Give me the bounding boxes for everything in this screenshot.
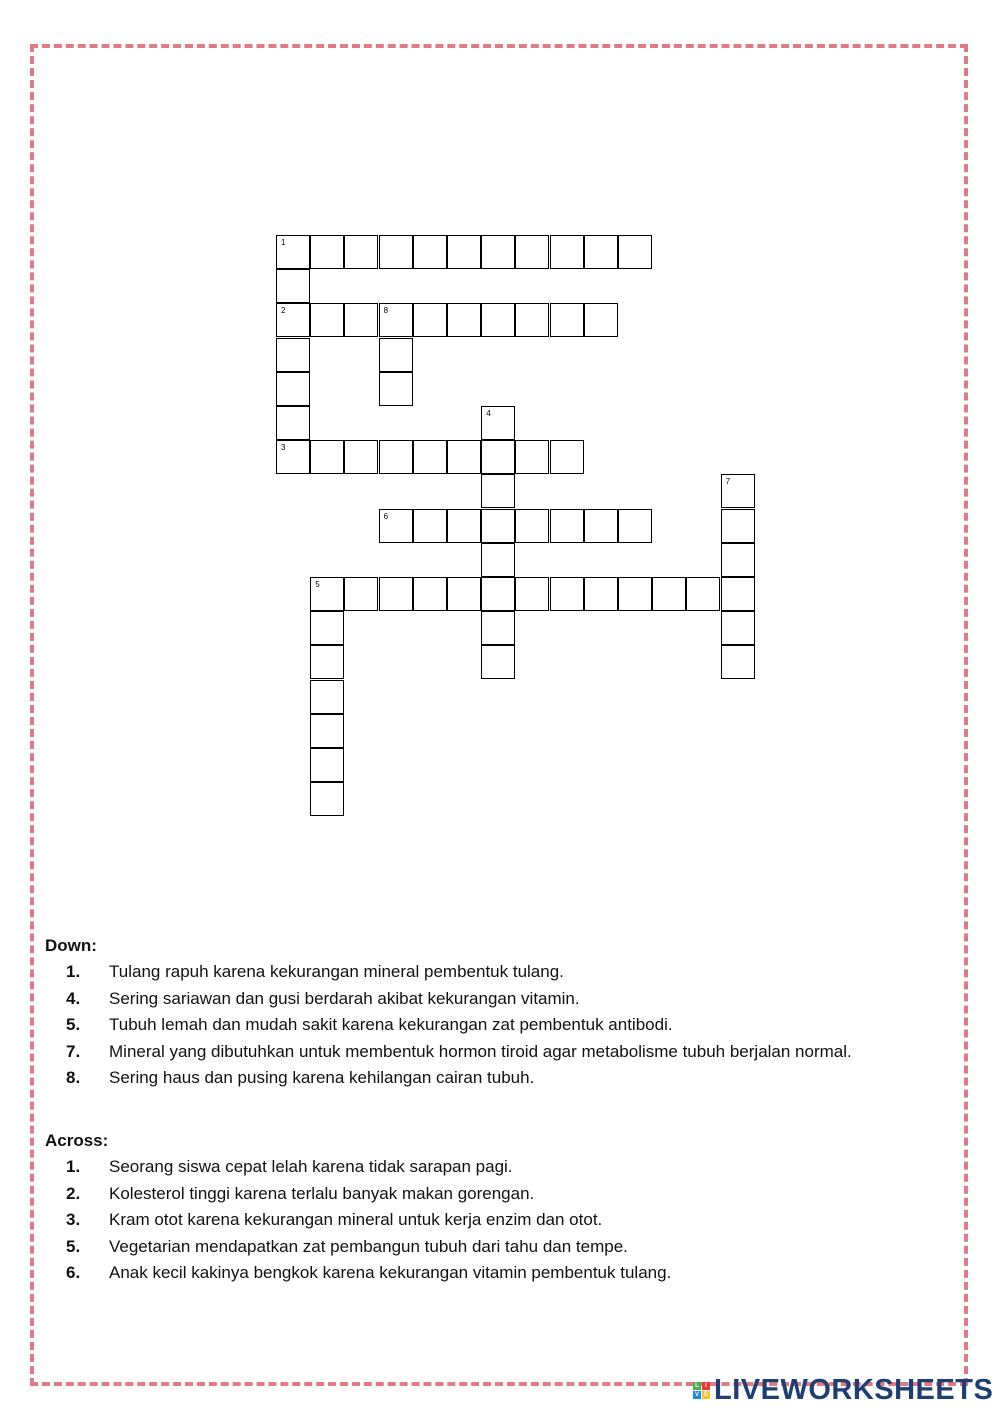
crossword-letter-input[interactable] — [383, 584, 409, 608]
crossword-cell[interactable] — [481, 509, 515, 543]
clue-number: 8 — [383, 306, 389, 316]
crossword-letter-input[interactable] — [383, 447, 409, 471]
crossword-cell[interactable] — [276, 440, 310, 474]
clue-number: 7 — [725, 477, 731, 487]
across-clue: 2. Kolesterol tinggi karena terlalu banyak makan gorengan. — [66, 1183, 535, 1203]
crossword-letter-input[interactable] — [485, 584, 511, 608]
crossword-letter-input[interactable] — [519, 447, 545, 471]
crossword-cell[interactable] — [276, 235, 310, 269]
crossword-letter-input[interactable] — [280, 310, 306, 334]
crossword-cell[interactable] — [481, 474, 515, 508]
crossword-cell[interactable] — [481, 645, 515, 679]
crossword-cell[interactable] — [584, 235, 618, 269]
crossword-letter-input[interactable] — [725, 618, 751, 642]
crossword-letter-input[interactable] — [725, 652, 751, 676]
crossword-cell[interactable] — [481, 303, 515, 337]
down-clue: 7. Mineral yang dibutuhkan untuk membentuk hormon tiroid agar metabolisme tubuh berjalan normal. — [66, 1041, 852, 1061]
crossword-letter-input[interactable] — [519, 242, 545, 266]
logo-icon-square: L — [693, 1382, 701, 1390]
crossword-letter-input[interactable] — [451, 516, 477, 540]
crossword-cell[interactable] — [618, 235, 652, 269]
crossword-letter-input[interactable] — [485, 310, 511, 334]
crossword-letter-input[interactable] — [451, 242, 477, 266]
crossword-cell[interactable] — [481, 611, 515, 645]
crossword-cell[interactable] — [344, 577, 378, 611]
crossword-letter-input[interactable] — [417, 447, 443, 471]
crossword-letter-input[interactable] — [485, 242, 511, 266]
crossword-letter-input[interactable] — [383, 242, 409, 266]
crossword-cell[interactable] — [276, 372, 310, 406]
crossword-letter-input[interactable] — [588, 242, 614, 266]
liveworksheets-icon — [693, 1382, 710, 1399]
crossword-letter-input[interactable] — [622, 516, 648, 540]
crossword-letter-input[interactable] — [485, 652, 511, 676]
crossword-cell[interactable] — [447, 577, 481, 611]
crossword-cell[interactable] — [481, 406, 515, 440]
crossword-letter-input[interactable] — [485, 447, 511, 471]
down-clue: 1. Tulang rapuh karena kekurangan mineral pembentuk tulang. — [66, 962, 564, 981]
crossword-letter-input[interactable] — [314, 584, 340, 608]
crossword-cell[interactable] — [447, 235, 481, 269]
crossword-cell[interactable] — [447, 440, 481, 474]
crossword-letter-input[interactable] — [622, 584, 648, 608]
clue-number: 2 — [281, 306, 286, 316]
crossword-letter-input[interactable] — [485, 516, 511, 540]
crossword-cell[interactable] — [310, 714, 344, 748]
crossword-letter-input[interactable] — [725, 481, 751, 505]
crossword-cell[interactable] — [686, 577, 720, 611]
crossword-cell[interactable] — [550, 577, 584, 611]
crossword-cell[interactable] — [344, 235, 378, 269]
crossword-cell[interactable] — [721, 509, 755, 543]
crossword-letter-input[interactable] — [588, 584, 614, 608]
crossword-cell[interactable] — [310, 782, 344, 816]
crossword-cell[interactable] — [515, 303, 549, 337]
crossword-cell[interactable] — [276, 406, 310, 440]
logo-icon-square: E — [703, 1391, 708, 1398]
crossword-cell[interactable] — [310, 235, 344, 269]
crossword-letter-input[interactable] — [485, 481, 511, 505]
crossword-letter-input[interactable] — [314, 789, 340, 813]
across-clue: 3. Kram otot karena kekurangan mineral untuk kerja enzim dan otot. — [66, 1210, 603, 1230]
logo-icon-square: I — [702, 1382, 710, 1390]
crossword-letter-input[interactable] — [725, 584, 751, 608]
crossword-cell[interactable] — [515, 509, 549, 543]
crossword-letter-input[interactable] — [554, 516, 580, 540]
crossword-letter-input[interactable] — [588, 310, 614, 334]
crossword-letter-input[interactable] — [314, 755, 340, 779]
crossword-cell[interactable] — [481, 543, 515, 577]
crossword-cell[interactable] — [413, 440, 447, 474]
crossword-cell[interactable] — [721, 611, 755, 645]
crossword-cell[interactable] — [721, 645, 755, 679]
crossword-cell[interactable] — [276, 303, 310, 337]
crossword-cell[interactable] — [310, 748, 344, 782]
crossword-cell[interactable] — [550, 303, 584, 337]
crossword-letter-input[interactable] — [348, 310, 374, 334]
clue-number: 4 — [486, 409, 491, 418]
crossword-letter-input[interactable] — [314, 242, 340, 266]
crossword-letter-input[interactable] — [417, 242, 443, 266]
clue-number: 1 — [281, 238, 286, 247]
crossword-letter-input[interactable] — [348, 242, 374, 266]
crossword-letter-input[interactable] — [314, 687, 340, 711]
crossword-letter-input[interactable] — [280, 276, 306, 300]
crossword-letter-input[interactable] — [725, 516, 751, 540]
crossword-letter-input[interactable] — [383, 516, 409, 540]
across-clue: 1. Seorang siswa cepat lelah karena tidak sarapan pagi. — [66, 1157, 513, 1176]
crossword-letter-input[interactable] — [383, 379, 409, 403]
crossword-letter-input[interactable] — [280, 242, 306, 266]
crossword-cell[interactable] — [550, 235, 584, 269]
crossword-letter-input[interactable] — [725, 550, 751, 574]
crossword-cell[interactable] — [379, 440, 413, 474]
crossword-letter-input[interactable] — [314, 310, 340, 334]
clue-number: 5 — [315, 580, 320, 589]
crossword-letter-input[interactable] — [451, 447, 477, 471]
crossword-letter-input[interactable] — [656, 584, 682, 608]
across-clue: 6. Anak kecil kakinya bengkok karena kekurangan vitamin pembentuk tulang. — [66, 1263, 672, 1283]
crossword-cell[interactable] — [584, 303, 618, 337]
across-clues — [45, 1131, 965, 1290]
clue-number: 6 — [383, 511, 389, 521]
crossword-cell[interactable] — [618, 509, 652, 543]
crossword-letter-input[interactable] — [588, 516, 614, 540]
crossword-cell[interactable] — [379, 235, 413, 269]
down-heading: Down: — [45, 936, 97, 955]
crossword-cell[interactable] — [447, 509, 481, 543]
crossword-letter-input[interactable] — [690, 584, 716, 608]
crossword-cell[interactable] — [344, 303, 378, 337]
crossword-cell[interactable] — [344, 440, 378, 474]
crossword-letter-input[interactable] — [280, 447, 306, 471]
crossword-cell[interactable] — [276, 269, 310, 303]
crossword-letter-input[interactable] — [280, 345, 306, 369]
across-clue: 5. Vegetarian mendapatkan zat pembangun tubuh dari tahu dan tempe. — [66, 1236, 628, 1256]
brand-name: LIVEWORKSHEETS — [714, 1374, 994, 1406]
logo-icon-square: V — [694, 1391, 699, 1398]
crossword-cell[interactable] — [310, 440, 344, 474]
across-heading: Across: — [45, 1131, 109, 1150]
crossword-letter-input[interactable] — [314, 652, 340, 676]
crossword-letter-input[interactable] — [519, 310, 545, 334]
crossword-cell[interactable] — [618, 577, 652, 611]
crossword-letter-input[interactable] — [485, 550, 511, 574]
crossword-letter-input[interactable] — [314, 721, 340, 745]
crossword-letter-input[interactable] — [417, 310, 443, 334]
down-clue: 4. Sering sariawan dan gusi berdarah akibat kekurangan vitamin. — [66, 988, 580, 1008]
crossword-cell[interactable] — [310, 303, 344, 337]
crossword-cell[interactable] — [379, 303, 413, 337]
crossword-letter-input[interactable] — [451, 584, 477, 608]
crossword-cell[interactable] — [550, 509, 584, 543]
crossword-cell[interactable] — [515, 235, 549, 269]
crossword-letter-input[interactable] — [519, 516, 545, 540]
crossword-cell[interactable] — [584, 509, 618, 543]
crossword-letter-input[interactable] — [554, 310, 580, 334]
crossword-letter-input[interactable] — [451, 310, 477, 334]
crossword-letter-input[interactable] — [554, 584, 580, 608]
liveworksheets-logo — [693, 1376, 993, 1404]
crossword-letter-input[interactable] — [348, 584, 374, 608]
crossword-letter-input[interactable] — [622, 242, 648, 266]
crossword-letter-input[interactable] — [314, 447, 340, 471]
crossword-cell[interactable] — [310, 680, 344, 714]
crossword-cell[interactable] — [447, 303, 481, 337]
crossword-letter-input[interactable] — [485, 413, 511, 437]
crossword-cell[interactable] — [721, 577, 755, 611]
crossword-letter-input[interactable] — [383, 310, 409, 334]
crossword-cell[interactable] — [379, 577, 413, 611]
crossword-cell[interactable] — [652, 577, 686, 611]
crossword-cell[interactable] — [413, 235, 447, 269]
crossword-cell[interactable] — [481, 440, 515, 474]
crossword-cell[interactable] — [310, 577, 344, 611]
crossword-letter-input[interactable] — [417, 516, 443, 540]
crossword-cell[interactable] — [379, 372, 413, 406]
crossword-letter-input[interactable] — [348, 447, 374, 471]
down-clues — [45, 936, 965, 1095]
crossword-cell[interactable] — [413, 577, 447, 611]
crossword-letter-input[interactable] — [554, 447, 580, 471]
crossword-cell[interactable] — [721, 543, 755, 577]
crossword-letter-input[interactable] — [383, 345, 409, 369]
crossword-letter-input[interactable] — [280, 379, 306, 403]
crossword-cell[interactable] — [310, 645, 344, 679]
crossword-letter-input[interactable] — [417, 584, 443, 608]
clue-number: 3 — [281, 443, 286, 453]
crossword-cell[interactable] — [413, 509, 447, 543]
crossword-cell[interactable] — [515, 440, 549, 474]
crossword-cell[interactable] — [721, 474, 755, 508]
crossword-cell[interactable] — [550, 440, 584, 474]
crossword-letter-input[interactable] — [280, 413, 306, 437]
crossword-cell[interactable] — [481, 577, 515, 611]
crossword-cell[interactable] — [310, 611, 344, 645]
down-clue: 5. Tubuh lemah dan mudah sakit karena kekurangan zat pembentuk antibodi. — [66, 1015, 673, 1035]
crossword-cell[interactable] — [276, 338, 310, 372]
crossword-cell[interactable] — [379, 509, 413, 543]
down-clue: 8. Sering haus dan pusing karena kehilangan cairan tubuh. — [66, 1068, 535, 1088]
crossword-cell[interactable] — [515, 577, 549, 611]
crossword-letter-input[interactable] — [554, 242, 580, 266]
crossword-letter-input[interactable] — [314, 618, 340, 642]
crossword-cell[interactable] — [481, 235, 515, 269]
crossword-cell[interactable] — [379, 338, 413, 372]
crossword-letter-input[interactable] — [519, 584, 545, 608]
crossword-cell[interactable] — [413, 303, 447, 337]
crossword-letter-input[interactable] — [485, 618, 511, 642]
crossword-cell[interactable] — [584, 577, 618, 611]
